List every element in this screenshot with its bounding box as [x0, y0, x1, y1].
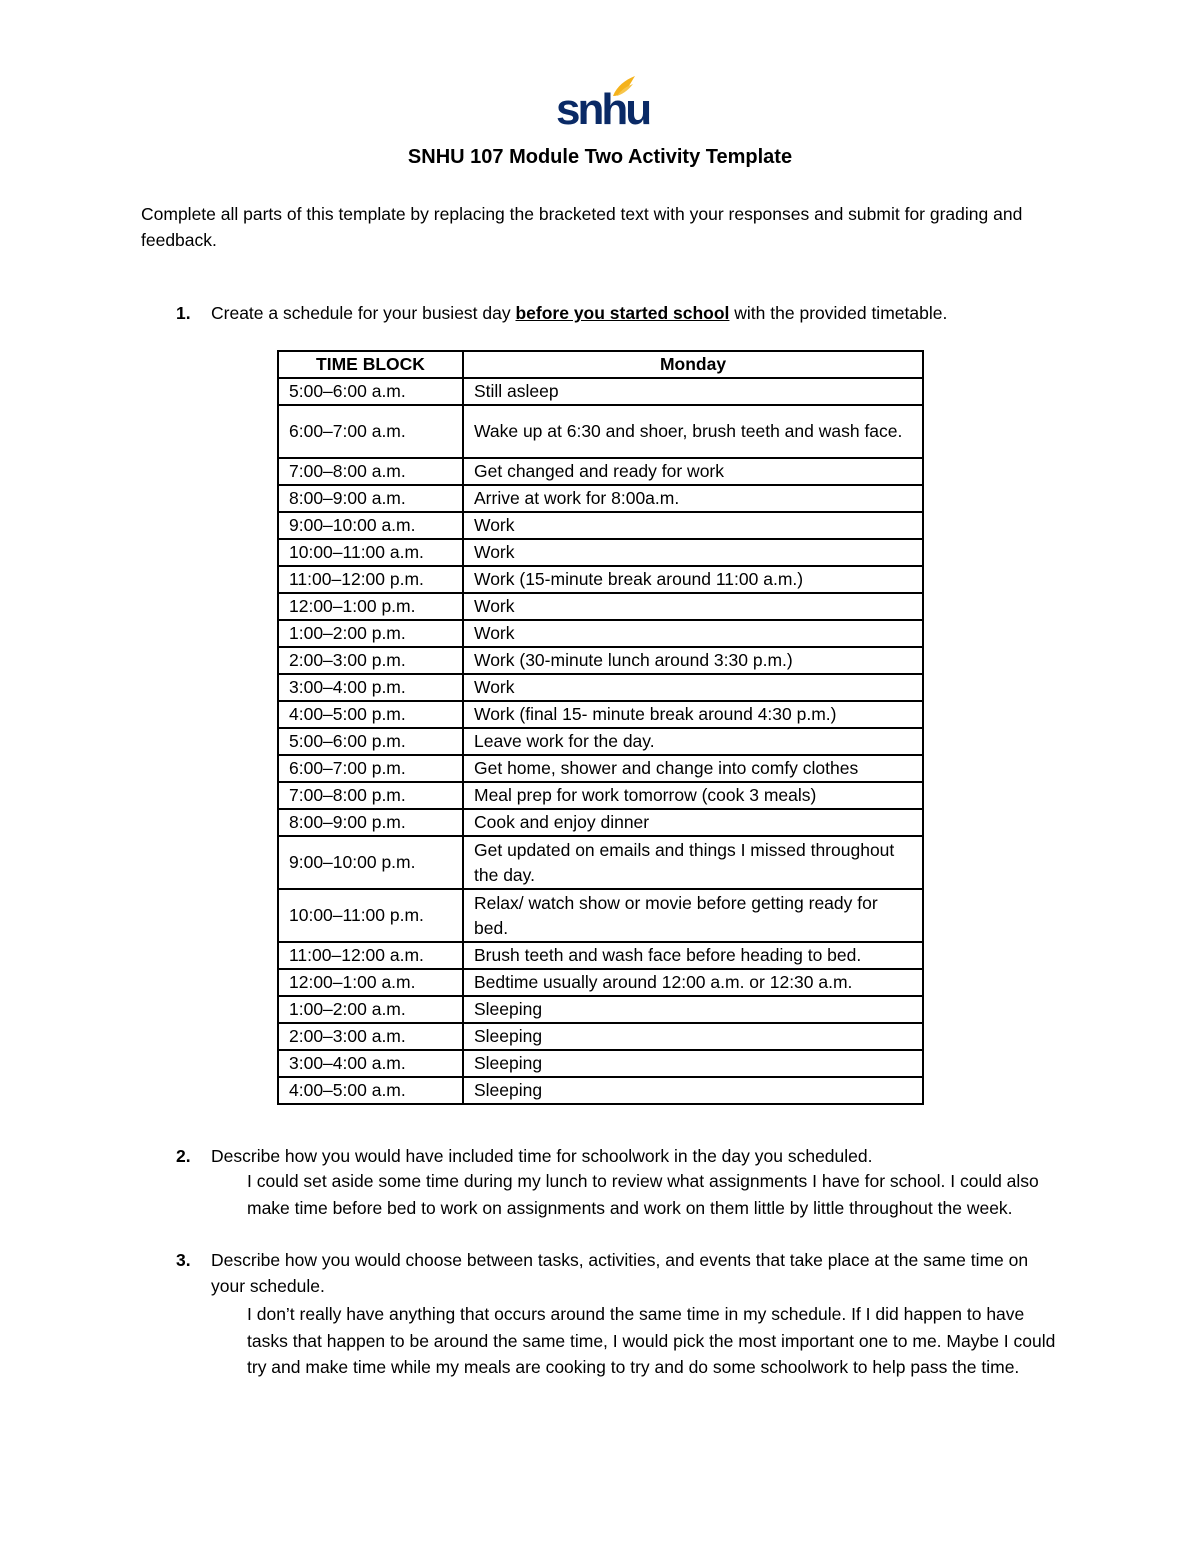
- time-block-cell: 6:00–7:00 p.m.: [278, 755, 463, 782]
- table-row: [278, 405, 923, 458]
- time-block-cell: 7:00–8:00 a.m.: [278, 458, 463, 485]
- table-row: [278, 512, 923, 539]
- time-block-cell: 11:00–12:00 p.m.: [278, 566, 463, 593]
- table-row: [278, 1050, 923, 1077]
- snhu-logo: [556, 74, 650, 134]
- activity-cell: Cook and enjoy dinner: [463, 809, 923, 836]
- table-row: [278, 1077, 923, 1104]
- activity-cell: Arrive at work for 8:00a.m.: [463, 485, 923, 512]
- logo-wordmark: snhu: [556, 85, 650, 134]
- time-block-cell: 8:00–9:00 p.m.: [278, 809, 463, 836]
- table-row: [278, 809, 923, 836]
- time-block-cell: 12:00–1:00 p.m.: [278, 593, 463, 620]
- time-block-cell: 9:00–10:00 p.m.: [278, 836, 463, 889]
- time-block-cell: 2:00–3:00 a.m.: [278, 1023, 463, 1050]
- table-row: [278, 889, 923, 942]
- question-emphasis: before you started school: [515, 303, 730, 323]
- table-row: [278, 620, 923, 647]
- time-block-cell: 5:00–6:00 p.m.: [278, 728, 463, 755]
- activity-cell: Leave work for the day.: [463, 728, 923, 755]
- activity-cell: Sleeping: [463, 1023, 923, 1050]
- activity-cell: Work: [463, 620, 923, 647]
- table-row: [278, 836, 923, 889]
- table-row: [278, 942, 923, 969]
- table-row: [278, 728, 923, 755]
- time-block-cell: 7:00–8:00 p.m.: [278, 782, 463, 809]
- time-block-cell: 12:00–1:00 a.m.: [278, 969, 463, 996]
- activity-cell: Sleeping: [463, 996, 923, 1023]
- table-row: [278, 647, 923, 674]
- activity-cell: Work (30-minute lunch around 3:30 p.m.): [463, 647, 923, 674]
- activity-cell: Work: [463, 539, 923, 566]
- activity-cell: Meal prep for work tomorrow (cook 3 meals): [463, 782, 923, 809]
- time-block-cell: 11:00–12:00 a.m.: [278, 942, 463, 969]
- table-row: [278, 566, 923, 593]
- table-row: [278, 782, 923, 809]
- time-block-cell: 1:00–2:00 p.m.: [278, 620, 463, 647]
- question-text-end: with the provided timetable.: [729, 303, 948, 323]
- table-row: [278, 593, 923, 620]
- activity-cell: Wake up at 6:30 and shoer, brush teeth and wash face.: [463, 405, 923, 458]
- activity-cell: Get updated on emails and things I missed throughout the day.: [463, 836, 923, 889]
- activity-cell: Get changed and ready for work: [463, 458, 923, 485]
- activity-cell: Bedtime usually around 12:00 a.m. or 12:30 a.m.: [463, 969, 923, 996]
- activity-cell: Work (final 15- minute break around 4:30 p.m.): [463, 701, 923, 728]
- table-row: [278, 378, 923, 405]
- page-title: SNHU 107 Module Two Activity Template: [407, 146, 793, 168]
- activity-cell: Relax/ watch show or movie before getting ready for bed.: [463, 889, 923, 942]
- table-header-row: [278, 351, 923, 378]
- activity-cell: Work: [463, 512, 923, 539]
- table-row: [278, 674, 923, 701]
- activity-cell: Work (15-minute break around 11:00 a.m.): [463, 566, 923, 593]
- time-block-cell: 10:00–11:00 p.m.: [278, 889, 463, 942]
- question-text: Describe how you would have included time for schoolwork in the day you scheduled.: [211, 1146, 873, 1166]
- question-number: 2.: [176, 1146, 191, 1166]
- schedule-body: [278, 378, 923, 1104]
- time-block-cell: 4:00–5:00 p.m.: [278, 701, 463, 728]
- time-block-cell: 6:00–7:00 a.m.: [278, 405, 463, 458]
- question-number: 3.: [176, 1250, 191, 1270]
- activity-cell: Work: [463, 593, 923, 620]
- time-block-cell: 3:00–4:00 p.m.: [278, 674, 463, 701]
- time-block-cell: 3:00–4:00 a.m.: [278, 1050, 463, 1077]
- answer-3: I don’t really have anything that occurs around the same time in my schedule. If I did happen to have tasks that happen to be around the same time, I would pick the most important one to me. Maybe I could try and make time while my meals are cooking to try and do some schoolwork to help pass the time.: [247, 1304, 1056, 1377]
- table-row: [278, 1023, 923, 1050]
- table-row: [278, 701, 923, 728]
- intro-paragraph: Complete all parts of this template by replacing the bracketed text with your responses and submit for grading and feedback.: [141, 204, 1023, 250]
- table-row: [278, 755, 923, 782]
- activity-cell: Sleeping: [463, 1050, 923, 1077]
- activity-cell: Work: [463, 674, 923, 701]
- answer-2: I could set aside some time during my lunch to review what assignments I have for school. I could also make time before bed to work on assignments and work on them little by little throughout the week.: [247, 1171, 1039, 1218]
- time-block-cell: 4:00–5:00 a.m.: [278, 1077, 463, 1104]
- activity-cell: Still asleep: [463, 378, 923, 405]
- time-block-cell: 5:00–6:00 a.m.: [278, 378, 463, 405]
- time-block-cell: 8:00–9:00 a.m.: [278, 485, 463, 512]
- table-row: [278, 485, 923, 512]
- schedule-table: [277, 350, 924, 1105]
- activity-cell: Sleeping: [463, 1077, 923, 1104]
- question-text: Describe how you would choose between tasks, activities, and events that take place at the same time on your schedule.: [211, 1250, 1029, 1296]
- question-text-start: Create a schedule for your busiest day: [211, 303, 516, 323]
- table-row: [278, 458, 923, 485]
- question-number: 1.: [176, 303, 191, 323]
- table-row: [278, 539, 923, 566]
- header-time-block: TIME BLOCK: [278, 351, 463, 378]
- question-text: [211, 300, 1071, 326]
- time-block-cell: 9:00–10:00 a.m.: [278, 512, 463, 539]
- time-block-cell: 2:00–3:00 p.m.: [278, 647, 463, 674]
- table-row: [278, 969, 923, 996]
- header-monday: Monday: [463, 351, 923, 378]
- table-row: [278, 996, 923, 1023]
- time-block-cell: 10:00–11:00 a.m.: [278, 539, 463, 566]
- time-block-cell: 1:00–2:00 a.m.: [278, 996, 463, 1023]
- activity-cell: Brush teeth and wash face before heading to bed.: [463, 942, 923, 969]
- activity-cell: Get home, shower and change into comfy clothes: [463, 755, 923, 782]
